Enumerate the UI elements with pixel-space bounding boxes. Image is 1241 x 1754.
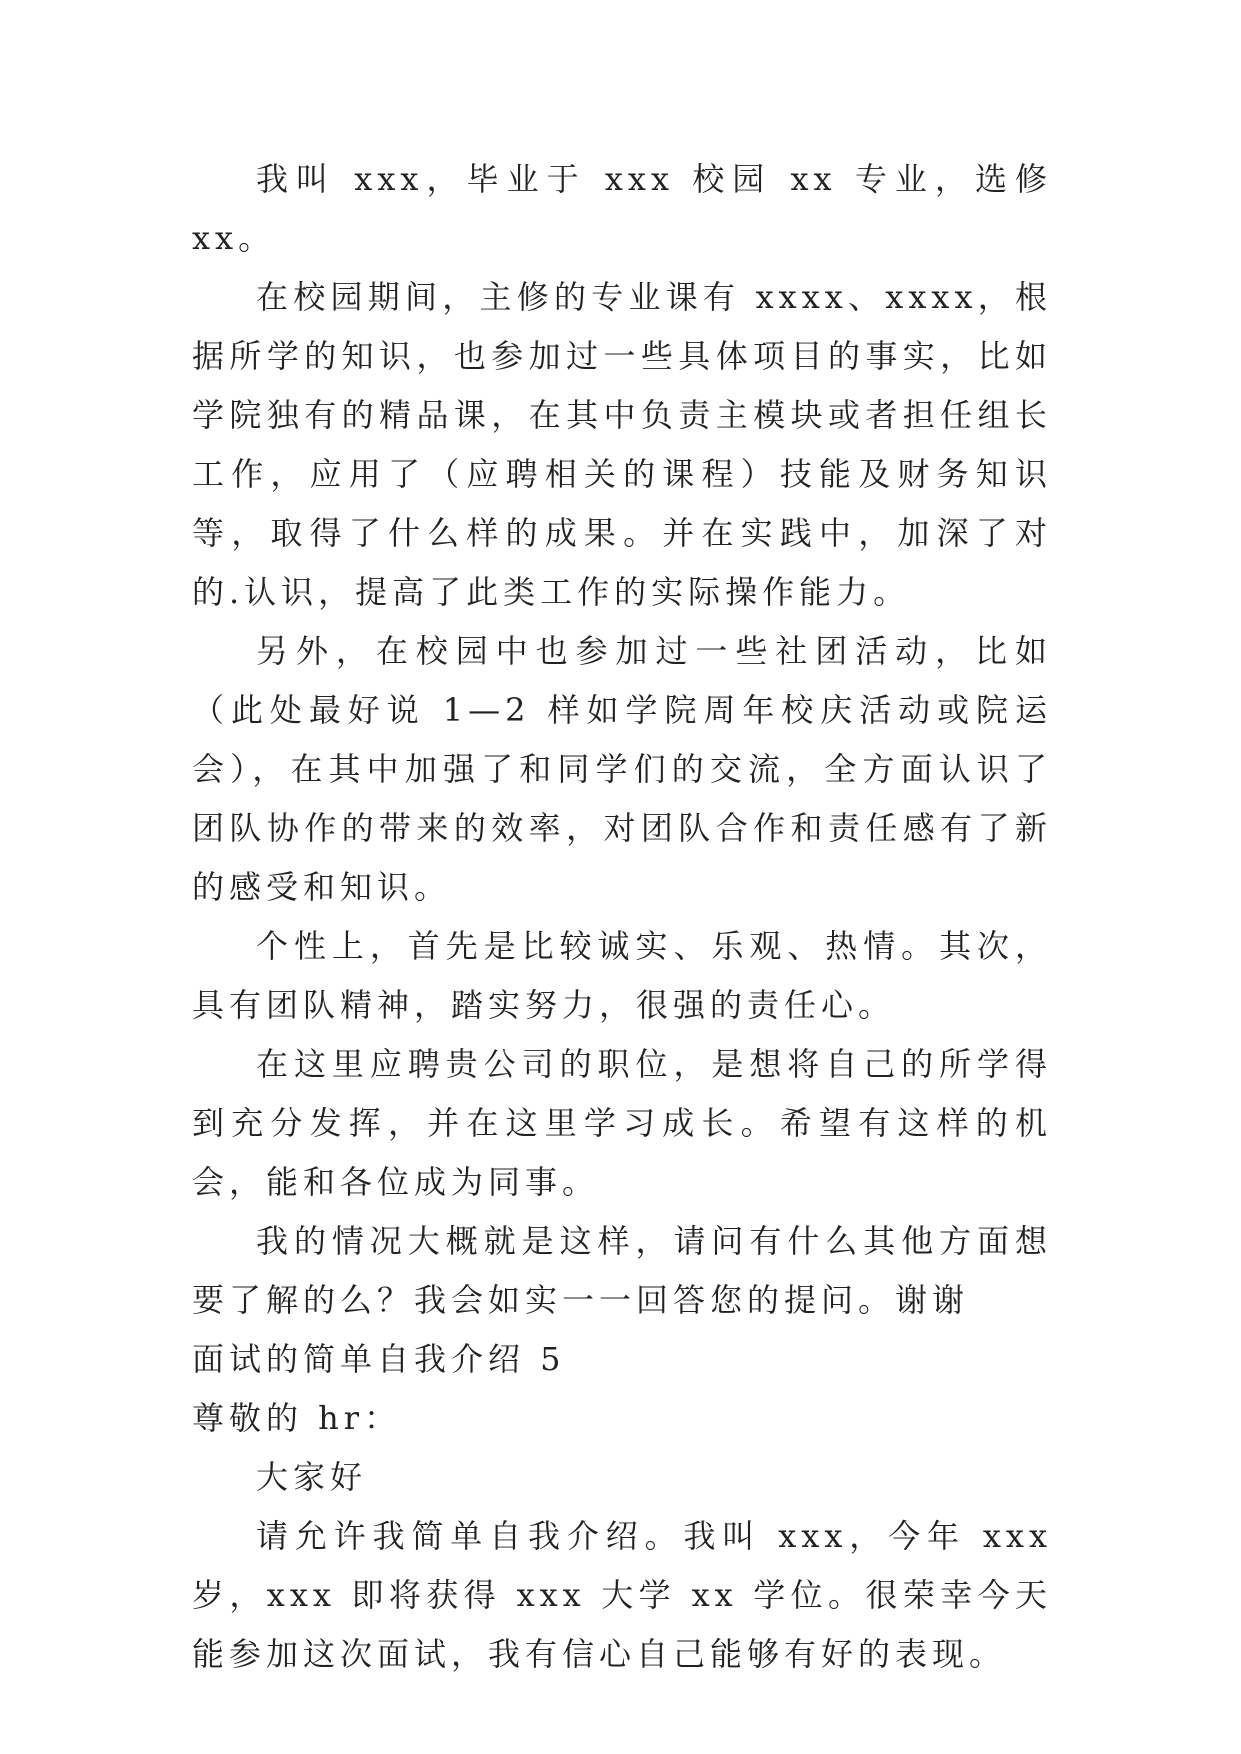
paragraph-application-reason: 在这里应聘贵公司的职位，是想将自己的所学得到充分发挥，并在这里学习成长。希望有这样的机会，能和各位成为同事。	[192, 1045, 1052, 1201]
paragraph-personality: 个性上，首先是比较诚实、乐观、热情。其次，具有团队精神，踏实努力，很强的责任心。	[192, 927, 1052, 1024]
salutation: 尊敬的 hr：	[192, 1399, 402, 1437]
paragraph-closing: 我的情况大概就是这样，请问有什么其他方面想要了解的么？我会如实一一回答您的提问。谢谢	[192, 1222, 1052, 1319]
document-page	[192, 150, 1052, 1684]
paragraph-club-activities: 另外，在校园中也参加过一些社团活动，比如（此处最好说 1—2 样如学院周年校庆活动或院运会），在其中加强了和同学们的交流，全方面认识了团队协作的带来的效率，对团队合作和责任感有了新的感受和知识。	[192, 632, 1052, 906]
paragraph-intro: 我叫 xxx，毕业于 xxx 校园 xx 专业，选修 xx。	[192, 160, 1052, 257]
paragraph-campus-study: 在校园期间，主修的专业课有 xxxx、xxxx，根据所学的知识，也参加过一些具体项目的事实，比如学院独有的精品课，在其中负责主模块或者担任组长工作，应用了（应聘相关的课程）技能及财务知识等，取得了什么样的成果。并在实践中，加深了对的.认识，提高了此类工作的实际操作能力。	[192, 278, 1052, 611]
paragraph-self-introduction: 请允许我简单自我介绍。我叫 xxx，今年 xxx 岁，xxx 即将获得 xxx 大学 xx 学位。很荣幸今天能参加这次面试，我有信心自己能够有好的表现。	[192, 1517, 1052, 1673]
section-heading: 面试的简单自我介绍 5	[192, 1340, 566, 1378]
greeting: 大家好	[256, 1458, 368, 1496]
